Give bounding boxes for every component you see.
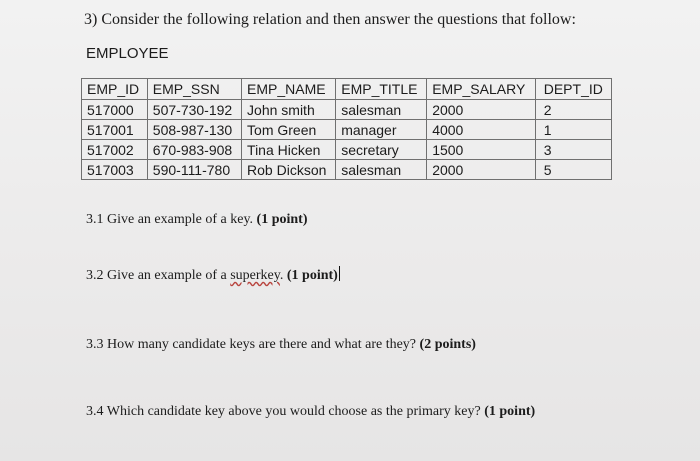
question-text: 3.2 Give an example of a — [86, 268, 231, 283]
question-text: 3.1 Give an example of a key. — [86, 212, 257, 227]
header-dept-id: DEPT_ID — [535, 79, 611, 100]
cell-emp-title: secretary — [336, 140, 427, 160]
cell-emp-id: 517003 — [82, 160, 148, 180]
question-points: (1 point) — [484, 404, 536, 419]
cell-emp-id: 517000 — [82, 100, 148, 120]
question-points: (1 point) — [256, 212, 308, 227]
cell-emp-ssn: 507-730-192 — [147, 100, 241, 120]
cell-dept-id: 3 — [535, 140, 611, 160]
cell-emp-title: salesman — [336, 100, 427, 120]
cell-emp-id: 517002 — [82, 140, 148, 160]
cell-emp-name: Tina Hicken — [242, 140, 336, 160]
cell-emp-ssn: 590-111-780 — [147, 160, 241, 180]
cell-dept-id: 1 — [535, 120, 611, 140]
cell-emp-salary: 2000 — [427, 160, 536, 180]
header-emp-ssn: EMP_SSN — [147, 79, 241, 100]
question-text-after: . — [279, 268, 287, 283]
cell-emp-salary: 4000 — [427, 120, 536, 140]
spellcheck-word: superkey — [230, 268, 280, 283]
question-3-3 — [86, 337, 476, 353]
text-cursor — [339, 266, 340, 281]
relation-name: EMPLOYEE — [86, 45, 169, 62]
cell-emp-ssn: 670-983-908 — [147, 140, 241, 160]
question-points: (2 points) — [419, 337, 476, 352]
cell-emp-title: manager — [336, 120, 427, 140]
question-3-1 — [86, 212, 307, 228]
header-emp-salary: EMP_SALARY — [427, 79, 536, 100]
question-text: 3.4 Which candidate key above you would choose as the primary key? — [86, 404, 485, 419]
cell-emp-id: 517001 — [82, 120, 148, 140]
question-3-4 — [86, 404, 535, 420]
question-heading: 3) Consider the following relation and then answer the questions that follow: — [84, 11, 576, 28]
question-points: (1 point) — [286, 268, 338, 283]
header-emp-name: EMP_NAME — [242, 79, 336, 100]
cell-emp-name: John smith — [242, 100, 336, 120]
header-emp-title: EMP_TITLE — [336, 79, 427, 100]
cell-emp-ssn: 508-987-130 — [147, 120, 241, 140]
header-emp-id: EMP_ID — [82, 79, 148, 100]
cell-dept-id: 5 — [535, 160, 611, 180]
table-row — [82, 120, 612, 140]
cell-emp-name: Rob Dickson — [242, 160, 336, 180]
cell-emp-salary: 2000 — [427, 100, 536, 120]
cell-emp-title: salesman — [336, 160, 427, 180]
table-row — [82, 160, 612, 180]
cell-dept-id: 2 — [535, 100, 611, 120]
employee-table — [81, 78, 612, 180]
cell-emp-name: Tom Green — [242, 120, 336, 140]
cell-emp-salary: 1500 — [427, 140, 536, 160]
table-row — [82, 100, 612, 120]
question-text: 3.3 How many candidate keys are there and what are they? — [86, 337, 420, 352]
table-header-row — [82, 79, 612, 100]
table-row — [82, 140, 612, 160]
question-3-2 — [86, 266, 340, 284]
